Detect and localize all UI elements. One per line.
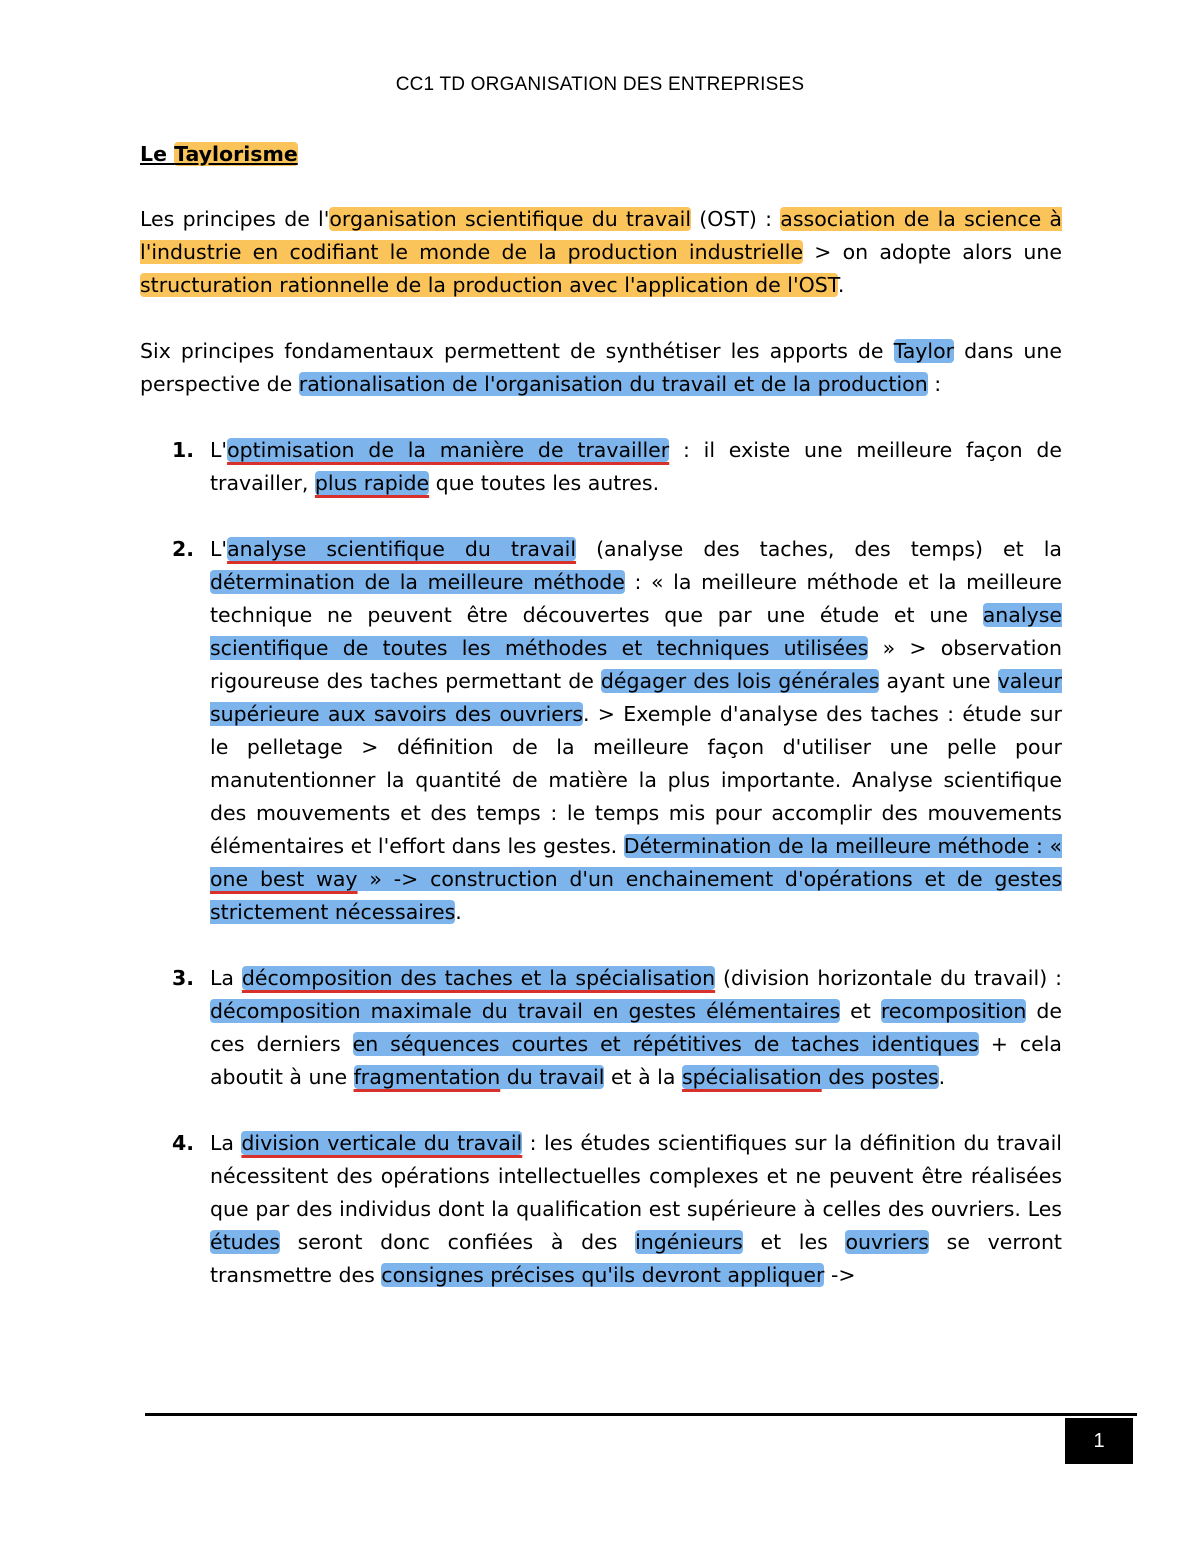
- text-run: + cela aboutit à une: [210, 1032, 1062, 1089]
- highlight-blue: valeur supérieure aux savoirs des ouvriers: [210, 669, 1062, 726]
- text-run: (OST) :: [691, 207, 781, 231]
- highlight-yellow: organisation scientifique du travail: [329, 207, 692, 231]
- text-run: et: [840, 999, 881, 1023]
- list-number: 1.: [172, 438, 195, 462]
- section-title-highlight: Taylorisme: [174, 142, 298, 166]
- six-principles-paragraph: [140, 335, 1062, 401]
- highlight-yellow: association de la science à l'industrie en codifiant le monde de la production industrielle: [140, 207, 1062, 264]
- intro-paragraph: [140, 203, 1062, 302]
- highlight-blue: recomposition: [880, 999, 1027, 1023]
- text-run: :: [927, 372, 942, 396]
- highlight-blue-underline: division verticale du travail: [241, 1131, 523, 1155]
- text-run: que toutes les autres.: [429, 471, 660, 495]
- highlight-blue: [354, 1065, 605, 1089]
- text-run: L': [210, 537, 228, 561]
- text-run: La: [210, 966, 242, 990]
- text-run: : les études scientifiques sur la définition du travail nécessitent des opérations intellectuelles complexes et ne peuvent être réalisées que par des individus dont la qualification est supérieure à celles des ouvriers. Les: [210, 1131, 1062, 1221]
- text-run: » > observation rigoureuse des taches permettant de: [210, 636, 1062, 693]
- principle-item-4: [140, 1127, 1062, 1292]
- highlight-blue: décomposition maximale du travail en gestes élémentaires: [210, 999, 841, 1023]
- document-header: CC1 TD ORGANISATION DES ENTREPRISES: [395, 74, 805, 95]
- text-run: (analyse des taches, des temps) et la: [576, 537, 1062, 561]
- text-run: seront donc confiées à des: [279, 1230, 636, 1254]
- text-run: dans une perspective de: [140, 339, 1062, 396]
- highlight-blue: [682, 1065, 939, 1089]
- text-run: .: [455, 900, 462, 924]
- footer-divider: [145, 1413, 1137, 1416]
- highlight-blue: ingénieurs: [635, 1230, 743, 1254]
- section-title: [140, 138, 1062, 171]
- text-run: des postes: [821, 1065, 939, 1089]
- highlight-blue: études: [210, 1230, 280, 1254]
- highlight-yellow: structuration rationnelle de la production avec l'application de l'OST: [140, 273, 838, 297]
- list-number: 3.: [172, 966, 195, 990]
- highlight-blue: rationalisation de l'organisation du travail et de la production: [298, 372, 928, 396]
- principle-item-2: [140, 533, 1062, 929]
- text-run: Six principes fondamentaux permettent de synthétiser les apports de: [140, 339, 894, 363]
- highlight-blue-underline: décomposition des taches et la spécialisation: [241, 966, 716, 990]
- underline-red: fragmentation: [353, 1065, 501, 1089]
- list-number: 4.: [172, 1131, 195, 1155]
- highlight-blue: consignes précises qu'ils devront appliquer: [381, 1263, 825, 1287]
- principle-item-3: [140, 962, 1062, 1094]
- highlight-blue-underline: optimisation de la manière de travailler: [227, 438, 670, 462]
- highlight-blue: ouvriers: [845, 1230, 929, 1254]
- section-title-prefix: Le: [140, 142, 175, 166]
- page-number: 1: [1065, 1418, 1133, 1464]
- text-run: Détermination de la meilleure méthode : «: [623, 834, 1062, 858]
- text-run: et les: [742, 1230, 846, 1254]
- text-run: du travail: [500, 1065, 605, 1089]
- highlight-blue-underline: analyse scientifique du travail: [227, 537, 577, 561]
- highlight-blue-underline: plus rapide: [314, 471, 430, 495]
- highlight-blue: dégager des lois générales: [600, 669, 880, 693]
- text-run: La: [210, 1131, 242, 1155]
- text-run: : « la meilleure méthode et la meilleure technique ne peuvent être découvertes que par une étude et une: [210, 570, 1062, 627]
- text-run: . > Exemple d'analyse des taches : étude sur le pelletage > définition de la meilleure façon d'utiliser une pelle pour manutentionner la quantité de matière la plus importante. Analyse scientifique des mouvements et des temps : le temps mis pour accomplir des mouvements élémentaires et l'effort dans les gestes.: [210, 702, 1062, 858]
- highlight-blue: en séquences courtes et répétitives de taches identiques: [352, 1032, 979, 1056]
- highlight-blue: analyse scientifique de toutes les méthodes et techniques utilisées: [210, 603, 1062, 660]
- text-run: .: [938, 1065, 946, 1089]
- document-body: [140, 138, 1062, 1325]
- underline-red: spécialisation: [681, 1065, 822, 1089]
- text-run: .: [837, 273, 845, 297]
- text-run: et à la: [604, 1065, 682, 1089]
- text-run: (division horizontale du travail) :: [715, 966, 1062, 990]
- text-run: ayant une: [879, 669, 998, 693]
- text-run: ->: [824, 1263, 856, 1287]
- highlight-blue: Taylor: [893, 339, 955, 363]
- highlight-blue: détermination de la meilleure méthode: [210, 570, 625, 594]
- text-run: > on adopte alors une: [803, 240, 1062, 264]
- text-run: Les principes de l': [140, 207, 330, 231]
- text-run: » -> construction d'un enchainement d'opérations et de gestes strictement nécessaires: [210, 867, 1062, 924]
- text-run: se verront transmettre des: [210, 1230, 1062, 1287]
- text-run: : il existe une meilleure façon de travailler,: [210, 438, 1062, 495]
- list-number: 2.: [172, 537, 195, 561]
- text-run: L': [210, 438, 228, 462]
- underline-red: one best way: [210, 867, 358, 891]
- principles-list: [140, 434, 1062, 1292]
- principle-item-1: [140, 434, 1062, 500]
- text-run: de ces derniers: [210, 999, 1063, 1056]
